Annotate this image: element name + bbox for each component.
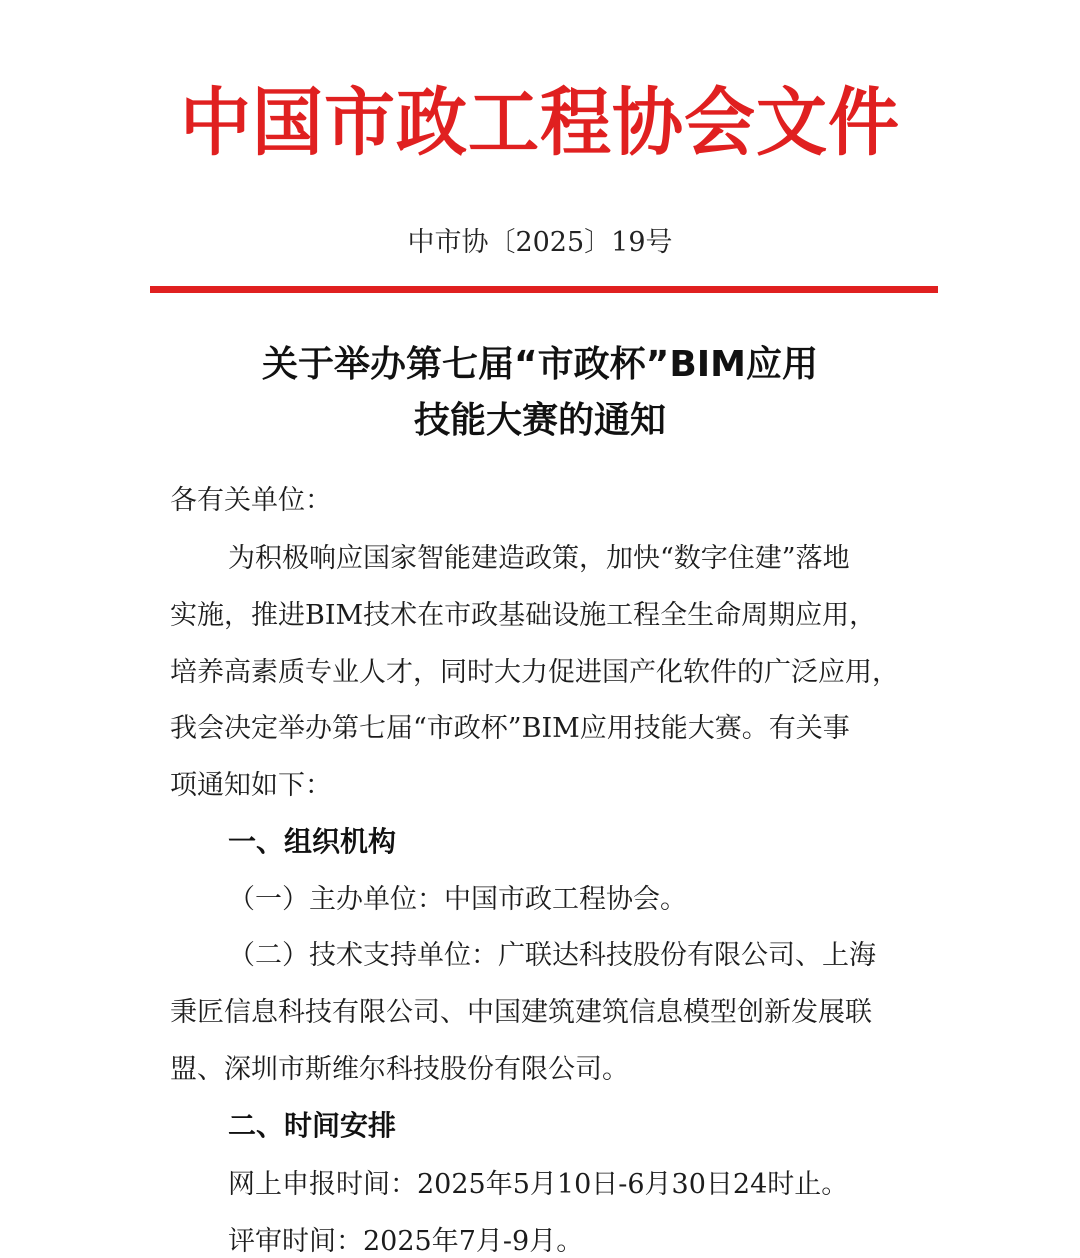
- tech-support-line: （二）技术支持单位：广联达科技股份有限公司、上海: [228, 940, 876, 971]
- issuer-header-title: 中国市政工程协会文件: [180, 80, 901, 166]
- tech-support-line: 盟、深圳市斯维尔科技股份有限公司。: [170, 1054, 629, 1085]
- salutation: 各有关单位：: [170, 485, 332, 516]
- notice-title-line2: 技能大赛的通知: [413, 400, 666, 441]
- red-divider-rule: [150, 286, 938, 293]
- intro-line: 实施，推进BIM技术在市政基础设施工程全生命周期应用，: [170, 600, 877, 631]
- notice-title-line1: 关于举办第七届“市政杯”BIM应用: [262, 344, 818, 385]
- document-number: 中市协〔2025〕19号: [407, 227, 673, 258]
- intro-line: 培养高素质专业人才，同时大力促进国产化软件的广泛应用，: [170, 657, 899, 688]
- section-heading-schedule: 二、时间安排: [228, 1109, 397, 1142]
- tech-support-line: 秉匠信息科技有限公司、中国建筑建筑信息模型创新发展联: [170, 997, 872, 1028]
- schedule-review-time: 评审时间：2025年7月-9月。: [228, 1226, 584, 1257]
- intro-line: 我会决定举办第七届“市政杯”BIM应用技能大赛。有关事: [170, 713, 850, 744]
- schedule-submission-time: 网上申报时间：2025年5月10日-6月30日24时止。: [228, 1169, 849, 1200]
- organizer-item: （一）主办单位：中国市政工程协会。: [228, 884, 687, 915]
- intro-line: 项通知如下：: [170, 770, 332, 801]
- intro-line: 为积极响应国家智能建造政策，加快“数字住建”落地: [228, 543, 850, 574]
- section-heading-organization: 一、组织机构: [228, 825, 397, 858]
